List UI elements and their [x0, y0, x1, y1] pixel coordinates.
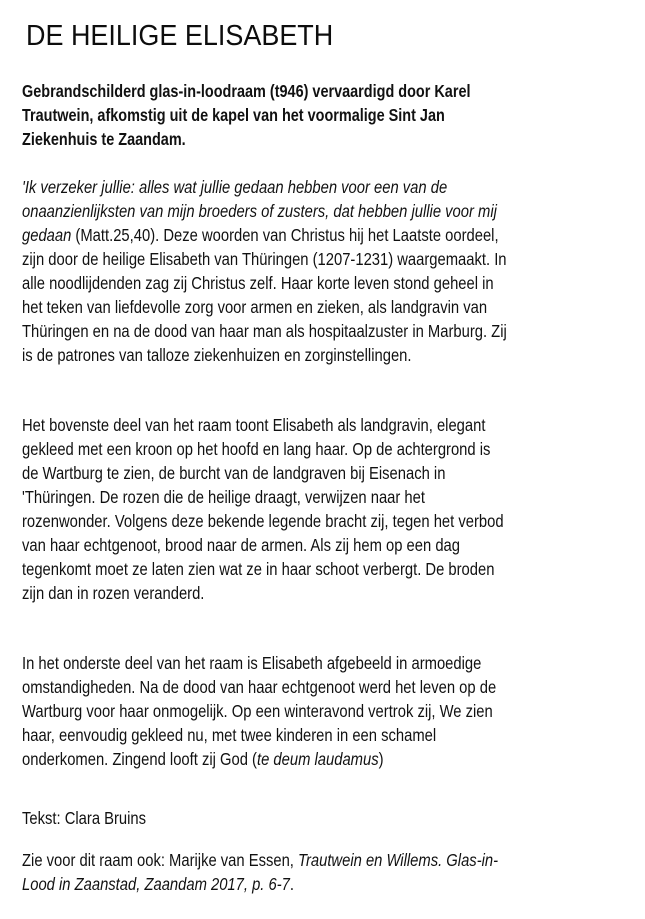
latin-phrase: te deum laudamus [256, 749, 379, 769]
paragraph-line: haar, eenvoudig gekleed nu, met twee kinderen in een schamel [22, 725, 437, 745]
bible-quote: onaanzienlijksten van mijn broeders of zusters, dat hebben jullie voor mij [22, 201, 497, 221]
paragraph-upper-window [22, 413, 645, 605]
reference-line [22, 848, 572, 872]
paragraph-line [22, 747, 572, 771]
book-title: Trautwein en Willems. Glas-in- [298, 850, 499, 870]
reference-text: . [289, 874, 295, 894]
paragraph-line: gekleed met een kroon op het hoofd en lang haar. Op de achtergrond is [22, 439, 491, 459]
intro-line: Trautwein, afkomstig uit de kapel van het voormalige Sint Jan [22, 105, 445, 125]
paragraph-line: het teken van liefdevolle zorg voor armen en zieken, als landgravin van [22, 297, 488, 317]
book-title: Lood in Zaanstad, Zaandam 2017, p. 6-7 [22, 874, 290, 894]
credit-text: Tekst: Clara Bruins [22, 808, 147, 828]
page-title: DE HEILIGE ELISABETH [26, 20, 334, 52]
paragraph-line: In het onderste deel van het raam is Elisabeth afgebeeld in armoedige [22, 653, 482, 673]
paragraph-text: onderkomen. Zingend looft zij God ( [22, 749, 257, 769]
paragraph-line: Thüringen en na de dood van haar man als hospitaalzuster in Marburg. Zij [22, 321, 507, 341]
reference-text: Zie voor dit raam ook: Marijke van Essen, [22, 850, 299, 870]
paragraph-line: omstandigheden. Na de dood van haar echtgenoot werd het leven op de [22, 677, 497, 697]
intro-line: Ziekenhuis te Zaandam. [22, 129, 186, 149]
paragraph-text: ) [378, 749, 384, 769]
reference-line [22, 872, 572, 896]
intro-line: Gebrandschilderd glas-in-loodraam (t946) vervaardigd door Karel [22, 81, 471, 101]
paragraph-line: 'Thüringen. De rozen die de heilige draagt, verwijzen naar het [22, 487, 425, 507]
paragraph-line: tegenkomt moet ze laten zien wat ze in haar schoot verbergt. De broden [22, 559, 495, 579]
bible-quote: gedaan [22, 225, 72, 245]
paragraph-line [22, 199, 572, 223]
paragraph-line: de Wartburg te zien, de burcht van de landgraven bij Eisenach in [22, 463, 446, 483]
paragraph-line [22, 175, 572, 199]
paragraph-line: zijn door de heilige Elisabeth van Thüringen (1207-1231) waargemaakt. In [22, 249, 507, 269]
reference-note [22, 848, 645, 896]
intro-paragraph [22, 79, 645, 151]
paragraph-line: is de patrones van talloze ziekenhuizen en zorginstellingen. [22, 345, 412, 365]
paragraph-line: rozenwonder. Volgens deze bekende legende bracht zij, tegen het verbod [22, 511, 504, 531]
paragraph-line: zijn dan in rozen veranderd. [22, 583, 205, 603]
paragraph-line [22, 223, 572, 247]
paragraph-line: alle noodlijdenden zag zij Christus zelf. Haar korte leven stond geheel in [22, 273, 494, 293]
bible-quote: 'Ik verzeker jullie: alles wat jullie gedaan hebben voor een van de [22, 177, 448, 197]
paragraph-line: Het bovenste deel van het raam toont Elisabeth als landgravin, elegant [22, 415, 486, 435]
paragraph-lower-window [22, 651, 645, 771]
paragraph-line: Wartburg voor haar onmogelijk. Op een winteravond vertrok zij, We zien [22, 701, 493, 721]
paragraph-line: van haar echtgenoot, brood naar de armen. Als zij hem op een dag [22, 535, 460, 555]
author-credit [22, 806, 645, 830]
paragraph-text: (Matt.25,40). Deze woorden van Christus hij het Laatste oordeel, [71, 225, 499, 245]
paragraph-quote-and-biography [22, 175, 645, 367]
